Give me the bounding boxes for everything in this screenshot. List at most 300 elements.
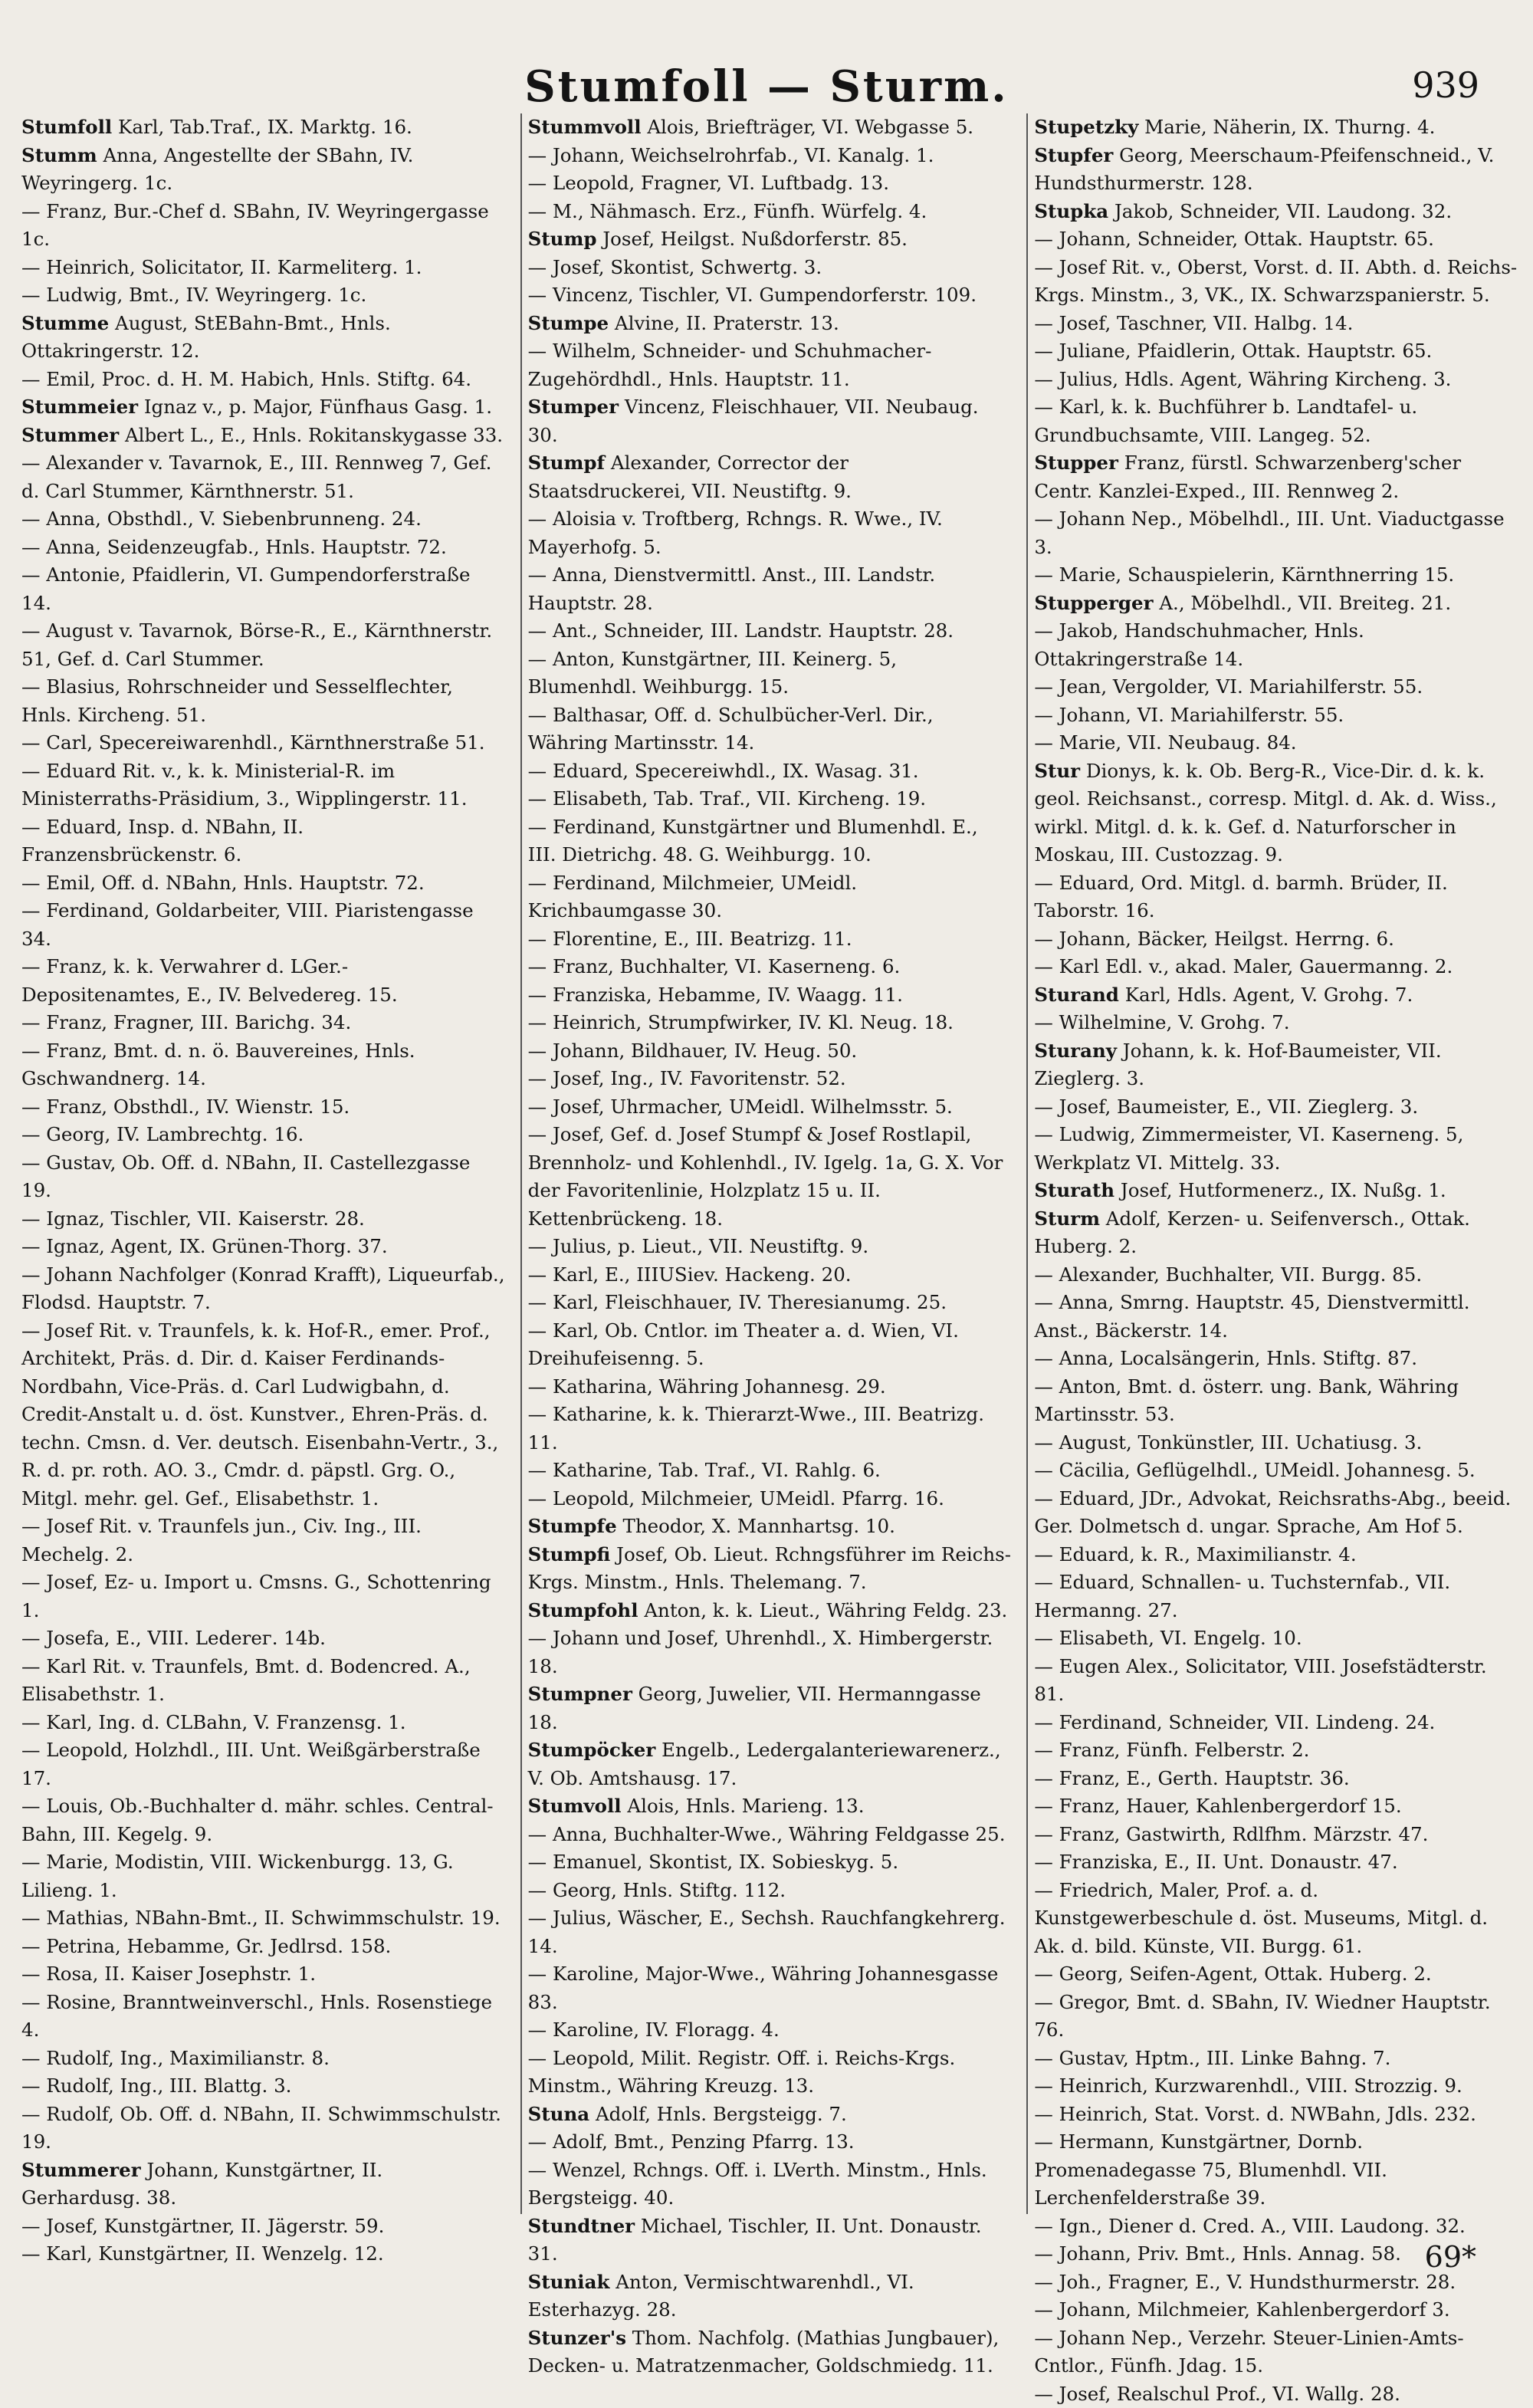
entry-text: — Ferdinand, Kunstgärtner und Blumenhdl. E., III. Dietrichg. 48. G. Weihburgg. 10. [528, 816, 978, 866]
directory-entry [528, 254, 1012, 282]
directory-entry [528, 1121, 1012, 1233]
entry-surname: Stumfoll [21, 116, 112, 138]
directory-entry [528, 1485, 1012, 1513]
directory-entry [1034, 366, 1518, 394]
directory-entry [528, 310, 1012, 338]
directory-entry [1034, 310, 1518, 338]
directory-entry [1034, 1765, 1518, 1793]
entry-text: Alexander, Corrector der Staatsdruckerei, VII. Neustiftg. 9. [528, 452, 852, 502]
directory-entry [1034, 2101, 1518, 2129]
directory-entry [528, 1317, 1012, 1373]
directory-entry [1034, 1653, 1518, 1709]
directory-entry [21, 1933, 505, 1961]
directory-entry [21, 393, 505, 422]
entry-text: — Rosa, II. Kaiser Josephstr. 1. [21, 1963, 316, 1985]
directory-entry [21, 198, 505, 254]
entry-surname: Stumper [528, 396, 619, 418]
directory-column-3 [1026, 113, 1522, 2214]
entry-text: Jakob, Schneider, VII. Laudong. 32. [1108, 200, 1452, 222]
directory-entry [21, 869, 505, 898]
entry-text: — Leopold, Holzhdl., III. Unt. Weißgärberstraße 17. [21, 1739, 481, 1789]
entry-text: — Josef, Gef. d. Josef Stumpf & Josef Rostlapil, Brennholz- und Kohlenhdl., IV. Igelg. 1a, G. X. Vor der Favoritenlinie, Holzplatz 15 u. II. Kettenbrückeng. 18. [528, 1123, 1003, 1230]
entry-text: — Rudolf, Ing., Maximilianstr. 8. [21, 2047, 330, 2069]
directory-entry [21, 1569, 505, 1624]
directory-entry [528, 617, 1012, 646]
entry-text: — Franz, Obsthdl., IV. Wienstr. 15. [21, 1096, 350, 1118]
directory-entry [528, 113, 1012, 142]
directory-entry [21, 953, 505, 1009]
entry-text: — Josef Rit. v. Traunfels, k. k. Hof-R., emer. Prof., Architekt, Präs. d. Dir. d. Kaiser Ferdinands-Nordbahn, Vice-Präs. d. Carl Ludwigbahn, d. Credit-Anstalt u. d. öst. Kunstver., Ehren-Präs. d. techn. Cmsn. d. Ver. deutsch. Eisenbahn-Vertr., 3., R. d. pr. roth. AO. 3., Cmdr. d. päpstl. Grg. O., Mitgl. mehr. gel. Gef., Elisabethstr. 1. [21, 1319, 498, 1510]
directory-entry [1034, 2128, 1518, 2213]
directory-entry [21, 1792, 505, 1848]
entry-text: Vincenz, Fleischhauer, VII. Neubaug. 30. [528, 396, 979, 446]
entry-text: — Johann und Josef, Uhrenhdl., X. Himbergerstr. 18. [528, 1627, 993, 1677]
directory-entry [528, 1624, 1012, 1680]
entry-text: — Franziska, E., II. Unt. Donaustr. 47. [1034, 1851, 1397, 1873]
entry-text: — Wenzel, Rchngs. Off. i. LVerth. Minstm., Hnls. Bergsteigg. 40. [528, 2159, 987, 2209]
entry-text: — Eduard, Ord. Mitgl. d. barmh. Brüder, II. Taborstr. 16. [1034, 872, 1447, 922]
entry-text: — Johann, VI. Mariahilferstr. 55. [1034, 704, 1344, 726]
signature-mark: 69* [1425, 2240, 1476, 2274]
entry-text: — August v. Tavarnok, Börse-R., E., Kärnthnerstr. 51, Gef. d. Carl Stummer. [21, 619, 492, 670]
entry-text: Karl, Hdls. Agent, V. Grohg. 7. [1119, 984, 1413, 1006]
entry-text: — Wilhelm, Schneider- und Schuhmacher-Zugehördhdl., Hnls. Hauptstr. 11. [528, 340, 932, 390]
entry-text: — Franz, Bur.-Chef d. SBahn, IV. Weyringergasse 1c. [21, 200, 489, 251]
directory-entry [1034, 1736, 1518, 1765]
entry-text: — Marie, Modistin, VIII. Wickenburgg. 13, G. Lilieng. 1. [21, 1851, 454, 1901]
entry-text: — Ferdinand, Schneider, VII. Lindeng. 24. [1034, 1711, 1435, 1733]
entry-text: — Karl, Fleischhauer, IV. Theresianumg. 25. [528, 1291, 947, 1313]
entry-surname: Stumpfohl [528, 1599, 638, 1621]
directory-entry [21, 1009, 505, 1037]
directory-entry [528, 142, 1012, 170]
entry-surname: Stuniak [528, 2271, 610, 2293]
entry-text: — Florentine, E., III. Beatrizg. 11. [528, 928, 852, 950]
directory-entry [528, 953, 1012, 981]
entry-text: — Rosine, Branntweinverschl., Hnls. Rosenstiege 4. [21, 1991, 492, 2042]
entry-text: — Wilhelmine, V. Grohg. 7. [1034, 1011, 1289, 1033]
entry-text: — Gustav, Hptm., III. Linke Bahng. 7. [1034, 2047, 1390, 2069]
directory-entry [528, 925, 1012, 954]
directory-entry [1034, 2072, 1518, 2101]
entry-surname: Stumm [21, 144, 97, 166]
directory-entry [1034, 1848, 1518, 1877]
directory-entry [528, 2157, 1012, 2213]
directory-entry [21, 254, 505, 282]
entry-text: — Elisabeth, Tab. Traf., VII. Kircheng. 19. [528, 787, 926, 810]
directory-entry [528, 2016, 1012, 2045]
entry-text: — Alexander, Buchhalter, VII. Burgg. 85. [1034, 1263, 1422, 1286]
entry-text: — Gustav, Ob. Off. d. NBahn, II. Castellezgasse 19. [21, 1151, 470, 1202]
entry-text: — Josef, Ing., IV. Favoritenstr. 52. [528, 1067, 846, 1089]
directory-entry [528, 2101, 1012, 2129]
entry-text: — Karl Edl. v., akad. Maler, Gauermanng. 2. [1034, 955, 1453, 977]
directory-entry [21, 505, 505, 534]
directory-entry [1034, 1877, 1518, 1961]
directory-entry [21, 1037, 505, 1093]
entry-text: — Eduard Rit. v., k. k. Ministerial-R. im Ministerraths-Präsidium, 3., Wipplingerstr. 11. [21, 760, 468, 810]
entry-text: — Franz, Hauer, Kahlenbergerdorf 15. [1034, 1795, 1401, 1817]
directory-entry [528, 561, 1012, 617]
entry-text: — Georg, IV. Lambrechtg. 16. [21, 1123, 304, 1145]
directory-entry [21, 813, 505, 869]
entry-text: Georg, Juwelier, VII. Hermanngasse 18. [528, 1683, 981, 1733]
directory-entry [1034, 1485, 1518, 1541]
directory-entry [1034, 1541, 1518, 1569]
directory-entry [528, 646, 1012, 701]
directory-entry [528, 2045, 1012, 2101]
directory-entry [21, 1317, 505, 1513]
directory-entry [528, 869, 1012, 925]
directory-entry [1034, 1205, 1518, 1261]
directory-entry [1034, 1009, 1518, 1037]
entry-text: — Antonie, Pfaidlerin, VI. Gumpendorferstraße 14. [21, 563, 470, 614]
entry-text: — Johann, Bäcker, Heilgst. Herrng. 6. [1034, 928, 1394, 950]
entry-surname: Stupperger [1034, 592, 1153, 614]
directory-entry [528, 337, 1012, 393]
entry-text: — Ign., Diener d. Cred. A., VIII. Laudong. 32. [1034, 2215, 1465, 2237]
directory-entry [1034, 1121, 1518, 1177]
directory-entry [1034, 925, 1518, 954]
entry-text: — Josef Rit. v., Oberst, Vorst. d. II. Abth. d. Reichs-Krgs. Minstm., 3, VK., IX. Schwarzspanierstr. 5. [1034, 256, 1517, 307]
directory-entry [21, 113, 505, 142]
entry-text: Alois, Briefträger, VI. Webgasse 5. [642, 116, 974, 138]
directory-entry [528, 1401, 1012, 1457]
directory-entry [1034, 729, 1518, 757]
directory-entry [1034, 1177, 1518, 1205]
entry-text: — Petrina, Hebamme, Gr. Jedlrsd. 158. [21, 1935, 391, 1957]
entry-text: Thom. Nachfolg. (Mathias Jungbauer), Decken- u. Matratzenmacher, Goldschmiedg. 11. [528, 2327, 1000, 2377]
entry-text: — Jakob, Handschuhmacher, Hnls. Ottakringerstraße 14. [1034, 619, 1364, 670]
entry-surname: Stunzer's [528, 2327, 626, 2349]
entry-text: — Anna, Smrng. Hauptstr. 45, Dienstvermittl. Anst., Bäckerstr. 14. [1034, 1291, 1469, 1342]
directory-entry [1034, 198, 1518, 226]
entry-text: — Ludwig, Zimmermeister, VI. Kaserneng. 5, Werkplatz VI. Mittelg. 33. [1034, 1123, 1463, 1174]
entry-text: — Katharine, Tab. Traf., VI. Rahlg. 6. [528, 1459, 881, 1481]
entry-text: — Georg, Hnls. Stiftg. 112. [528, 1879, 786, 1901]
entry-text: Engelb., Ledergalanteriewarenerz., V. Ob. Amtshausg. 17. [528, 1739, 1001, 1789]
entry-text: — Eduard, Insp. d. NBahn, II. Franzensbrückenstr. 6. [21, 816, 304, 866]
entry-surname: Stur [1034, 760, 1080, 782]
directory-entry [21, 1848, 505, 1904]
entry-text: — Karl Rit. v. Traunfels, Bmt. d. Bodencred. A., Elisabethstr. 1. [21, 1655, 471, 1706]
entry-text: — Blasius, Rohrschneider und Sesselflechter, Hnls. Kircheng. 51. [21, 675, 453, 726]
directory-entry [528, 1848, 1012, 1877]
directory-entry [528, 813, 1012, 869]
entry-text: — Anna, Obsthdl., V. Siebenbrunneng. 24. [21, 508, 422, 530]
directory-entry [1034, 1821, 1518, 1849]
directory-entry [1034, 673, 1518, 701]
entry-text: — M., Nähmasch. Erz., Fünfh. Würfelg. 4. [528, 200, 927, 222]
entry-text: — Anna, Localsängerin, Hnls. Stiftg. 87. [1034, 1347, 1417, 1369]
directory-entry [1034, 225, 1518, 254]
entry-text: — Mathias, NBahn-Bmt., II. Schwimmschulstr. 19. [21, 1907, 501, 1929]
directory-entry [528, 1261, 1012, 1289]
entry-surname: Stupka [1034, 200, 1108, 222]
directory-entry [1034, 869, 1518, 925]
page-header [0, 48, 1533, 117]
entry-text: — Anna, Dienstvermittl. Anst., III. Landstr. Hauptstr. 28. [528, 563, 936, 614]
entry-text: — Marie, Schauspielerin, Kärnthnerring 15. [1034, 563, 1454, 586]
entry-text: — Julius, Hdls. Agent, Währing Kircheng. 3. [1034, 368, 1451, 390]
directory-entry [528, 1513, 1012, 1541]
directory-entry [1034, 1457, 1518, 1485]
entry-text: — Franziska, Hebamme, IV. Waagg. 11. [528, 984, 903, 1006]
entry-text: — Carl, Specereiwarenhdl., Kärnthnerstraße 51. [21, 731, 485, 754]
entry-text: — August, Tonkünstler, III. Uchatiusg. 3. [1034, 1431, 1422, 1454]
directory-entry [21, 1653, 505, 1709]
entry-surname: Stump [528, 228, 597, 250]
entry-text: — Karl, E., IIIUSiev. Hackeng. 20. [528, 1263, 852, 1286]
entry-text: — Anton, Kunstgärtner, III. Keinerg. 5, Blumenhdl. Weihburgg. 15. [528, 648, 897, 698]
directory-entry [528, 1792, 1012, 1821]
directory-entry [1034, 1289, 1518, 1345]
entry-text: — Johann Nep., Verzehr. Steuer-Linien-Amts-Cntlor., Fünfh. Jdag. 15. [1034, 2327, 1463, 2377]
directory-column-1 [21, 113, 510, 2214]
directory-entry [21, 1960, 505, 1989]
entry-text: Alois, Hnls. Marieng. 13. [622, 1795, 865, 1817]
entry-text: Josef, Ob. Lieut. Rchngsführer im Reichs-Krgs. Minstm., Hnls. Thelemang. 7. [528, 1543, 1011, 1594]
entry-text: — Ant., Schneider, III. Landstr. Hauptstr. 28. [528, 619, 954, 642]
entry-text: Johann, Kunstgärtner, II. Gerhardusg. 38. [21, 2159, 382, 2209]
entry-text: Adolf, Hnls. Bergsteigg. 7. [589, 2103, 847, 2125]
directory-entry [528, 1821, 1012, 1849]
entry-surname: Stupetzky [1034, 116, 1138, 138]
directory-entry [528, 1960, 1012, 2016]
directory-entry [1034, 337, 1518, 366]
entry-surname: Stummeier [21, 396, 138, 418]
entry-surname: Stumpöcker [528, 1739, 656, 1761]
entry-text: — Katharine, k. k. Thierarzt-Wwe., III. Beatrizg. 11. [528, 1403, 984, 1454]
directory-entry [1034, 113, 1518, 142]
entry-text: — Johann, Schneider, Ottak. Hauptstr. 65. [1034, 228, 1434, 250]
directory-entry [1034, 1709, 1518, 1737]
entry-text: Adolf, Kerzen- u. Seifenversch., Ottak. Huberg. 2. [1034, 1207, 1470, 1258]
directory-entry [528, 1233, 1012, 1261]
entry-text: Ignaz v., p. Major, Fünfhaus Gasg. 1. [138, 396, 492, 418]
directory-entry [21, 1149, 505, 1205]
entry-text: — Heinrich, Stat. Vorst. d. NWBahn, Jdls. 232. [1034, 2103, 1476, 2125]
entry-text: — Karl, Ing. d. CLBahn, V. Franzensg. 1. [21, 1711, 406, 1733]
entry-text: — Eduard, JDr., Advokat, Reichsraths-Abg., beeid. Ger. Dolmetsch d. ungar. Sprache, Am Hof 5. [1034, 1487, 1511, 1538]
entry-text: — Emanuel, Skontist, IX. Sobieskyg. 5. [528, 1851, 898, 1873]
entry-text: — Anton, Bmt. d. österr. ung. Bank, Währing Martinsstr. 53. [1034, 1375, 1459, 1426]
entry-text: — Elisabeth, VI. Engelg. 10. [1034, 1627, 1302, 1649]
directory-entry [1034, 1345, 1518, 1373]
entry-surname: Sturath [1034, 1179, 1114, 1201]
directory-entry [21, 1989, 505, 2045]
entry-text: — Eduard, Specereiwhdl., IX. Wasag. 31. [528, 760, 919, 782]
directory-entry [21, 449, 505, 505]
entry-text: — Julius, p. Lieut., VII. Neustiftg. 9. [528, 1235, 868, 1257]
entry-text: — Josef, Realschul Prof., VI. Wallg. 28. [1034, 2383, 1400, 2405]
entry-text: — Katharina, Währing Johannesg. 29. [528, 1375, 886, 1398]
directory-entry [528, 198, 1012, 226]
directory-entry [1034, 1960, 1518, 1989]
directory-entry [528, 1877, 1012, 1905]
entry-text: — Johann, Bildhauer, IV. Heug. 50. [528, 1040, 858, 1062]
directory-entry [21, 1513, 505, 1569]
directory-entry [1034, 617, 1518, 673]
entry-text: — Karoline, IV. Floragg. 4. [528, 2019, 780, 2041]
entry-text: — Franz, k. k. Verwahrer d. LGer.-Depositenamtes, E., IV. Belvedereg. 15. [21, 955, 398, 1006]
entry-text: — Josef, Ez- u. Import u. Cmsns. G., Schottenring 1. [21, 1571, 491, 1621]
entry-surname: Stumpe [528, 312, 609, 334]
entry-text: — Emil, Proc. d. H. M. Habich, Hnls. Stiftg. 64. [21, 368, 471, 390]
entry-text: Albert L., E., Hnls. Rokitanskygasse 33. [119, 424, 503, 446]
entry-surname: Stuna [528, 2103, 590, 2125]
directory-entry [1034, 561, 1518, 590]
entry-surname: Stummerer [21, 2159, 141, 2181]
entry-text: — Karoline, Major-Wwe., Währing Johannesgasse 83. [528, 1963, 999, 2013]
directory-entry [1034, 2380, 1518, 2408]
entry-text: — Vincenz, Tischler, VI. Gumpendorferstr. 109. [528, 284, 977, 306]
directory-entry [1034, 2213, 1518, 2241]
entry-text: — Marie, VII. Neubaug. 84. [1034, 731, 1296, 754]
entry-text: — Juliane, Pfaidlerin, Ottak. Hauptstr. 65. [1034, 340, 1432, 362]
entry-text: Dionys, k. k. Ob. Berg-R., Vice-Dir. d. k. k. geol. Reichsanst., corresp. Mitgl. d. Ak. d. Wiss., wirkl. Mitgl. d. k. k. Gef. d. Naturforscher in Moskau, III. Custozzag. 9. [1034, 760, 1496, 866]
entry-text: — Leopold, Milchmeier, UMeidl. Pfarrg. 16. [528, 1487, 944, 1510]
directory-entry [21, 1624, 505, 1653]
entry-text: — Josef, Taschner, VII. Halbg. 14. [1034, 312, 1353, 334]
directory-entry [21, 310, 505, 366]
entry-text: Marie, Näherin, IX. Thurng. 4. [1138, 116, 1435, 138]
entry-text: — Julius, Wäscher, E., Sechsh. Rauchfangkehrerg. 14. [528, 1907, 1006, 1957]
entry-text: — Georg, Seifen-Agent, Ottak. Huberg. 2. [1034, 1963, 1431, 1985]
entry-text: — Johann Nep., Möbelhdl., III. Unt. Viaductgasse 3. [1034, 508, 1504, 558]
directory-columns [21, 113, 1522, 2214]
directory-entry [21, 1904, 505, 1933]
entry-text: — Franz, Gastwirth, Rdlfhm. Märzstr. 47. [1034, 1823, 1428, 1845]
entry-text: — Josef, Kunstgärtner, II. Jägerstr. 59. [21, 2215, 384, 2237]
entry-surname: Stumpner [528, 1683, 632, 1705]
directory-entry [21, 1736, 505, 1792]
directory-entry [1034, 2296, 1518, 2324]
entry-text: — Balthasar, Off. d. Schulbücher-Verl. Dir., Währing Martinsstr. 14. [528, 704, 934, 754]
entry-text: — Heinrich, Solicitator, II. Karmeliterg. 1. [21, 256, 422, 278]
directory-entry [1034, 701, 1518, 730]
directory-entry [528, 281, 1012, 310]
entry-text: — Emil, Off. d. NBahn, Hnls. Hauptstr. 72. [21, 872, 425, 894]
directory-entry [21, 2045, 505, 2073]
directory-entry [21, 534, 505, 562]
directory-entry [21, 1093, 505, 1122]
entry-text: — Johann Nachfolger (Konrad Krafft), Liqueurfab., Flodsd. Hauptstr. 7. [21, 1263, 505, 1314]
directory-entry [1034, 1093, 1518, 1122]
entry-surname: Stumpfe [528, 1515, 617, 1537]
entry-text: — Josef, Uhrmacher, UMeidl. Wilhelmsstr. 5. [528, 1096, 953, 1118]
directory-entry [1034, 590, 1518, 618]
directory-entry [528, 757, 1012, 786]
entry-text: — Ferdinand, Goldarbeiter, VIII. Piaristengasse 34. [21, 899, 474, 950]
directory-entry [1034, 1624, 1518, 1653]
entry-text: Anton, k. k. Lieut., Währing Feldg. 23. [638, 1599, 1008, 1621]
entry-text: — Rudolf, Ob. Off. d. NBahn, II. Schwimmschulstr. 19. [21, 2103, 501, 2153]
entry-text: — Josef, Skontist, Schwertg. 3. [528, 256, 822, 278]
directory-entry [1034, 142, 1518, 198]
entry-surname: Stumpfi [528, 1543, 611, 1565]
entry-text: — Rudolf, Ing., III. Blattg. 3. [21, 2075, 291, 2097]
directory-entry [528, 981, 1012, 1010]
directory-entry [528, 785, 1012, 813]
directory-entry [528, 169, 1012, 198]
directory-entry [528, 1093, 1012, 1122]
directory-entry [528, 2213, 1012, 2268]
entry-surname: Stupfer [1034, 144, 1113, 166]
entry-text: Michael, Tischler, II. Unt. Donaustr. 31. [528, 2215, 982, 2265]
directory-entry [21, 1233, 505, 1261]
directory-entry [1034, 1989, 1518, 2045]
directory-entry [21, 2072, 505, 2101]
entry-text: Josef, Hutformenerz., IX. Nußg. 1. [1114, 1179, 1446, 1201]
entry-surname: Stumvoll [528, 1795, 622, 1817]
directory-entry [528, 505, 1012, 561]
directory-entry [1034, 2324, 1518, 2380]
directory-entry [1034, 757, 1518, 869]
directory-entry [528, 1457, 1012, 1485]
directory-entry [528, 701, 1012, 757]
directory-entry [528, 393, 1012, 449]
directory-entry [21, 2157, 505, 2213]
entry-text: — Franz, E., Gerth. Hauptstr. 36. [1034, 1767, 1349, 1789]
entry-text: — Franz, Buchhalter, VI. Kaserneng. 6. [528, 955, 901, 977]
directory-entry [528, 1904, 1012, 1960]
directory-entry [21, 1205, 505, 1234]
directory-entry [1034, 1037, 1518, 1093]
page-title: Stumfoll — Sturm. [0, 61, 1533, 112]
entry-surname: Stumpf [528, 452, 605, 474]
entry-text: — Johann, Milchmeier, Kahlenbergerdorf 3. [1034, 2298, 1449, 2321]
directory-entry [528, 1373, 1012, 1401]
entry-text: Franz, fürstl. Schwarzenberg'scher Centr. Kanzlei-Exped., III. Rennweg 2. [1034, 452, 1461, 502]
entry-text: — Ignaz, Tischler, VII. Kaiserstr. 28. [21, 1207, 365, 1230]
entry-text: — Josefa, E., VIII. Lederег. 14b. [21, 1627, 326, 1649]
entry-text: — Johann, Priv. Bmt., Hnls. Annag. 58. [1034, 2242, 1401, 2265]
directory-entry [1034, 1792, 1518, 1821]
directory-entry [1034, 1429, 1518, 1457]
entry-surname: Sturand [1034, 984, 1119, 1006]
directory-entry [21, 1261, 505, 1317]
directory-entry [528, 1289, 1012, 1317]
directory-entry [21, 281, 505, 310]
directory-entry [1034, 953, 1518, 981]
directory-entry [21, 366, 505, 394]
directory-entry [21, 1709, 505, 1737]
entry-text: — Heinrich, Kurzwarenhdl., VIII. Strozzig. 9. [1034, 2075, 1462, 2097]
entry-text: — Ferdinand, Milchmeier, UMeidl. Krichbaumgasse 30. [528, 872, 857, 922]
directory-entry [21, 897, 505, 953]
directory-entry [1034, 449, 1518, 505]
page-number: 939 [1412, 64, 1479, 106]
directory-entry [21, 1121, 505, 1149]
entry-text: — Friedrich, Maler, Prof. a. d. Kunstgewerbeschule d. öst. Museums, Mitgl. d. Ak. d. bild. Künste, VII. Burgg. 61. [1034, 1879, 1488, 1957]
entry-text: Georg, Meerschaum-Pfeifenschneid., V. Hundsthurmerstr. 128. [1034, 144, 1494, 195]
directory-entry [21, 142, 505, 198]
entry-text: — Franz, Bmt. d. n. ö. Bauvereines, Hnls. Gschwandnerg. 14. [21, 1040, 415, 1090]
entry-surname: Sturany [1034, 1040, 1117, 1062]
entry-text: — Gregor, Bmt. d. SBahn, IV. Wiedner Hauptstr. 76. [1034, 1991, 1490, 2042]
entry-text: — Leopold, Milit. Registr. Off. i. Reichs-Krgs. Minstm., Währing Kreuzg. 13. [528, 2047, 956, 2098]
directory-entry [528, 1065, 1012, 1093]
directory-entry [528, 1541, 1012, 1597]
entry-text: — Franz, Fünfh. Felberstr. 2. [1034, 1739, 1309, 1761]
directory-entry [528, 2324, 1012, 2380]
entry-text: Alvine, II. Praterstr. 13. [609, 312, 839, 334]
directory-entry [21, 729, 505, 757]
entry-text: Anna, Angestellte der SBahn, IV. Weyringerg. 1c. [21, 144, 413, 195]
entry-text: — Karl, k. k. Buchführer b. Landtafel- u. Grundbuchsamte, VIII. Langeg. 52. [1034, 396, 1417, 446]
directory-entry [21, 561, 505, 617]
